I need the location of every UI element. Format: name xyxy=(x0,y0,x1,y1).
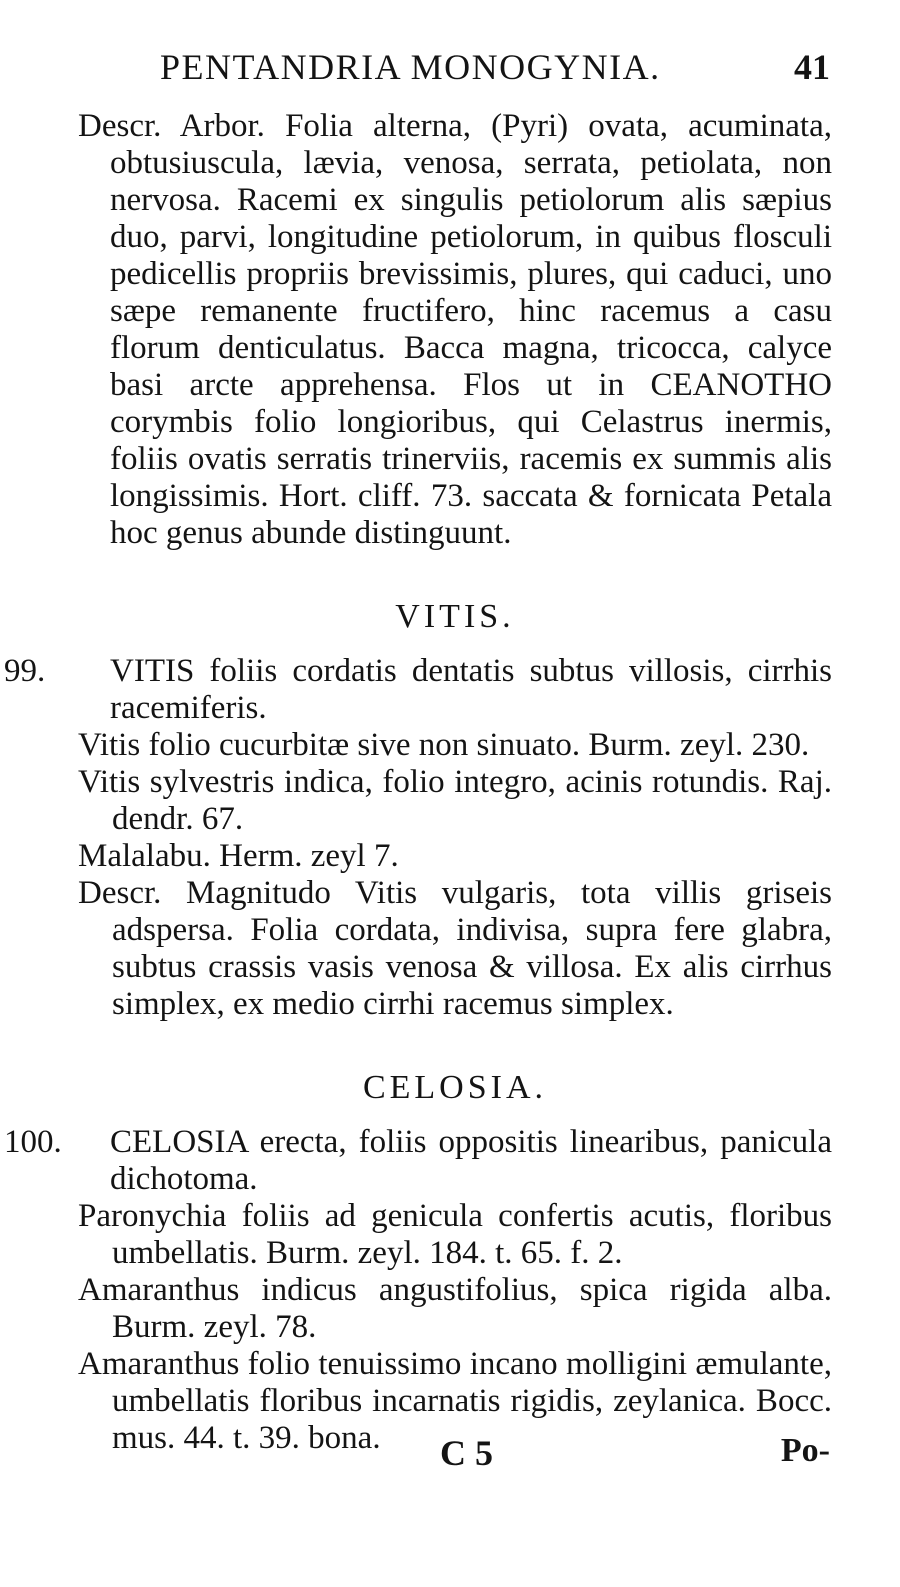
page-footer xyxy=(0,1432,900,1482)
page-header xyxy=(0,46,900,96)
description-paragraph: Descr. Magnitudo Vitis vulgaris, tota villis griseis adspersa. Folia cordata, indivisa, supra fere glabra, subtus crassis vasis venosa & villosa. Ex alis cirrhus simplex, ex medio cirrhi racemus simplex. xyxy=(78,875,832,1022)
genus-heading: VITIS. xyxy=(395,598,515,635)
page-body xyxy=(4,108,832,1457)
genus-heading: CELOSIA. xyxy=(362,1069,548,1106)
synonym-line: Vitis folio cucurbitæ sive non sinuato. Burm. zeyl. 230. xyxy=(78,727,810,763)
synonym-line: Paronychia foliis ad genicula confertis acutis, floribus umbellatis. Burm. zeyl. 184. t. 65. f. 2. xyxy=(78,1198,832,1271)
description-paragraph: Descr. Arbor. Folia alterna, (Pyri) ovata, acuminata, obtusiuscula, lævia, venosa, serrata, petiolata, non nervosa. Racemi ex singulis petiolorum alis sæpius duo, parvi, longitudine petiolorum, in quibus flosculi pedicellis propriis brevissimis, plures, qui caduci, uno sæpe remanente fructifero, hinc racemus a casu florum denticulatus. Bacca magna, tricocca, calyce basi arcte apprehensa. Flos ut in CEANOTHO corymbis folio longioribus, qui Celastrus inermis, foliis ovatis serratis trinerviis, racemis ex summis alis longissimis. Hort. cliff. 73. saccata & fornicata Petala hoc genus abunde distinguunt. xyxy=(78,108,832,551)
genus-section-vitis xyxy=(4,598,832,1023)
running-head: PENTANDRIA MONOGYNIA. xyxy=(160,47,661,87)
species-number: 99. xyxy=(4,653,46,689)
species-number: 100. xyxy=(4,1124,62,1160)
species-diagnosis: VITIS foliis cordatis dentatis subtus villosis, cirrhis racemiferis. xyxy=(110,653,832,726)
synonym-line: Amaranthus indicus angustifolius, spica rigida alba. Burm. zeyl. 78. xyxy=(78,1272,832,1345)
genus-section-celosia xyxy=(4,1069,832,1457)
synonym-line: Amaranthus folio tenuissimo incano molligini æmulante, umbellatis floribus incarnatis rigidis, zeylanica. Bocc. mus. 44. t. 39. bona. xyxy=(78,1346,832,1456)
catchword: Po- xyxy=(780,1432,830,1469)
species-entry xyxy=(4,653,832,727)
synonym-line: Vitis sylvestris indica, folio integro, acinis rotundis. Raj. dendr. 67. xyxy=(78,764,832,837)
synonym-line: Malalabu. Herm. zeyl 7. xyxy=(78,838,399,874)
species-entry xyxy=(4,1124,832,1198)
page-number: 41 xyxy=(794,47,830,87)
species-diagnosis: CELOSIA erecta, foliis oppositis linearibus, panicula dichotoma. xyxy=(110,1124,832,1197)
signature-mark: C 5 xyxy=(440,1433,493,1473)
